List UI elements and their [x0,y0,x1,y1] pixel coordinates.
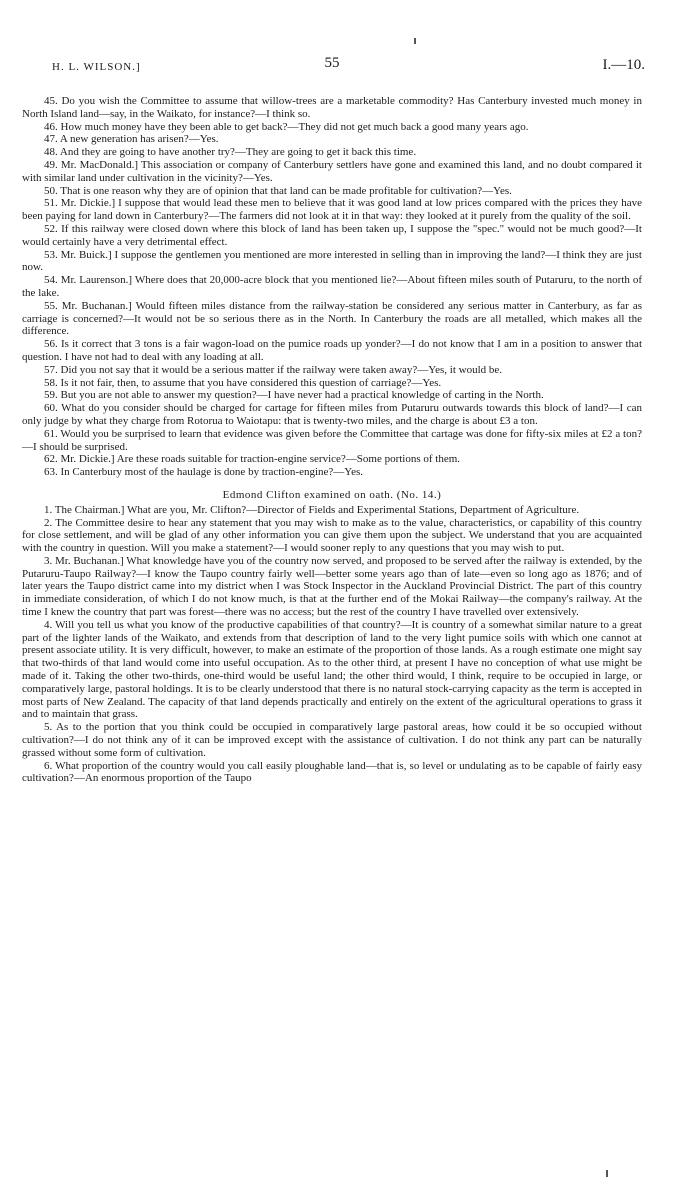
question-paragraph: 6. What proportion of the country would you call easily ploughable land—that is, so level or undulating as to be capable of fairly easy cultivation?—An enormous proportion of the Taupo [22,759,642,785]
question-paragraph: 46. How much money have they been able to get back?—They did not get much back a good many years ago. [44,120,529,133]
evidence-section-1 [22,95,642,479]
question-paragraph: 3. Mr. Buchanan.] What knowledge have you of the country now served, and proposed to be served after the railway is extended, by the Putaruru-Taupo Railway?—I know the Taupo country fairly well—better some years ago than of late—even so long ago as 1876; and of later years the Taupo district came into my district when I was Stock Inspector in the Auckland Provincial District. The part of this country in immediate consideration, of which I do not know much, is that at the further end of the Mokai Railway—the company's railway. At the time I knew the country that part was forest—there was no access; but the rest of the country I have travelled over extensively. [22,554,642,619]
question-paragraph: 55. Mr. Buchanan.] Would fifteen miles distance from the railway-station be considered any serious matter in Canterbury, as far as carriage is concerned?—It would not be so serious there as in the North. In Canterbury the roads are all metalled, which makes all the difference. [22,299,642,338]
question-paragraph: 2. The Committee desire to hear any statement that you may wish to make as to the value, characteristics, or capability of this country for close settlement, and will be glad of any other information you can give them upon the subject. We understand that you are acquainted with the country in question. Will you make a statement?—I would sooner reply to any questions that you may wish to put. [22,516,642,555]
page-number: 55 [324,55,340,71]
question-paragraph: 48. And they are going to have another try?—They are going to get it back this time. [44,146,417,159]
question-paragraph: 51. Mr. Dickie.] I suppose that would lead these men to believe that it was good land at low prices compared with the prices they have been paying for land down in Canterbury?—The farmers did not look at it in that way: they looked at it purely from the quality of the soil. [22,197,642,223]
question-paragraph: 60. What do you consider should be charged for cartage for fifteen miles from Putaruru outwards towards this block of land?—I can only judge by what they charge from Rotorua to Waiotapu: that is twenty-two miles, and the charge is about £3 a ton. [22,402,642,427]
question-paragraph: 61. Would you be surprised to learn that evidence was given before the Committee that cartage was done for fifty-six miles at £2 a ton?—I should be surprised. [22,427,642,453]
question-paragraph: 53. Mr. Buick.] I suppose the gentlemen you mentioned are more interested in selling than in improving the land?—I think they are just now. [22,248,642,274]
page-header [22,55,645,95]
witness-heading: Edmond Clifton examined on oath. (No. 14.) [222,488,442,501]
document-body [22,95,642,785]
question-paragraph: 58. Is it not fair, then, to assume that you have considered this question of carriage?—Yes. [44,376,442,389]
witness-name: H. L. WILSON.] [52,61,141,73]
margin-mark-bottom [606,1170,608,1177]
question-paragraph: 59. But you are not able to answer my question?—I have never had a practical knowledge of carting in the North. [44,389,544,402]
question-paragraph: 62. Mr. Dickie.] Are these roads suitable for traction-engine service?—Some portions of them. [44,453,461,466]
question-paragraph: 54. Mr. Laurenson.] Where does that 20,000-acre block that you mentioned lie?—About fifteen miles south of Putaruru, to the north of the lake. [22,274,642,299]
question-paragraph: 45. Do you wish the Committee to assume that willow-trees are a marketable commodity? Has Canterbury invested much money in North Island land—say, in the Waikato, for instance?—I think so. [22,95,642,120]
question-paragraph: 1. The Chairman.] What are you, Mr. Clifton?—Director of Fields and Experimental Stations, Department of Agriculture. [44,503,580,516]
question-paragraph: 4. Will you tell us what you know of the productive capabilities of that country?—It is country of a somewhat similar nature to a great part of the lighter lands of the Waikato, and extends from that description of land to the very light pumice soils with which one cannot at present associate utility. It is very difficult, however, to make an estimate of the proportion of those lands. As a rough estimate one might say that two-thirds of that land would come into useful occupation. As to the other third, at present I have no conception of what use might be made of it. Taking the other two-thirds, one-third would be useful land; the other third would, I think, require to be occupied in large, or comparatively large, pastoral holdings. It is to be clearly understood that there is no natural stock-carrying capacity as the term is accepted in most parts of New Zealand. The capacity of that land depends practically and entirely on the extent of the agricultural operations to grass it and to maintain that grass. [22,618,642,721]
question-paragraph: 49. Mr. MacDonald.] This association or company of Canterbury settlers have gone and examined this land, and no doubt compared it with similar land under cultivation in the vicinity?—Yes. [22,158,642,184]
paper-reference: I.—10. [602,57,645,73]
question-paragraph: 57. Did you not say that it would be a serious matter if the railway were taken away?—Yes, it would be. [44,363,503,376]
page [22,0,645,785]
question-paragraph: 56. Is it correct that 3 tons is a fair wagon-load on the pumice roads up yonder?—I do not know that I am in a position to answer that question. I have not had to deal with any loading at all. [22,338,642,363]
question-paragraph: 5. As to the portion that you think could be occupied in comparatively large pastoral areas, how could it be so occupied without cultivation?—I do not think any of it can be improved except with the assistance of cultivation. I do not think any part can be naturally grassed without some form of cultivation. [22,721,642,759]
evidence-section-2 [22,504,642,786]
question-paragraph: 47. A new generation has arisen?—Yes. [44,133,219,146]
question-paragraph: 52. If this railway were closed down where this block of land has been taken up, I suppose the "spec." would not be much good?—It would certainly have a very detrimental effect. [22,222,642,248]
question-paragraph: 63. In Canterbury most of the haulage is done by traction-engine?—Yes. [44,466,364,479]
question-paragraph: 50. That is one reason why they are of opinion that that land can be made profitable for cultivation?—Yes. [44,184,512,197]
